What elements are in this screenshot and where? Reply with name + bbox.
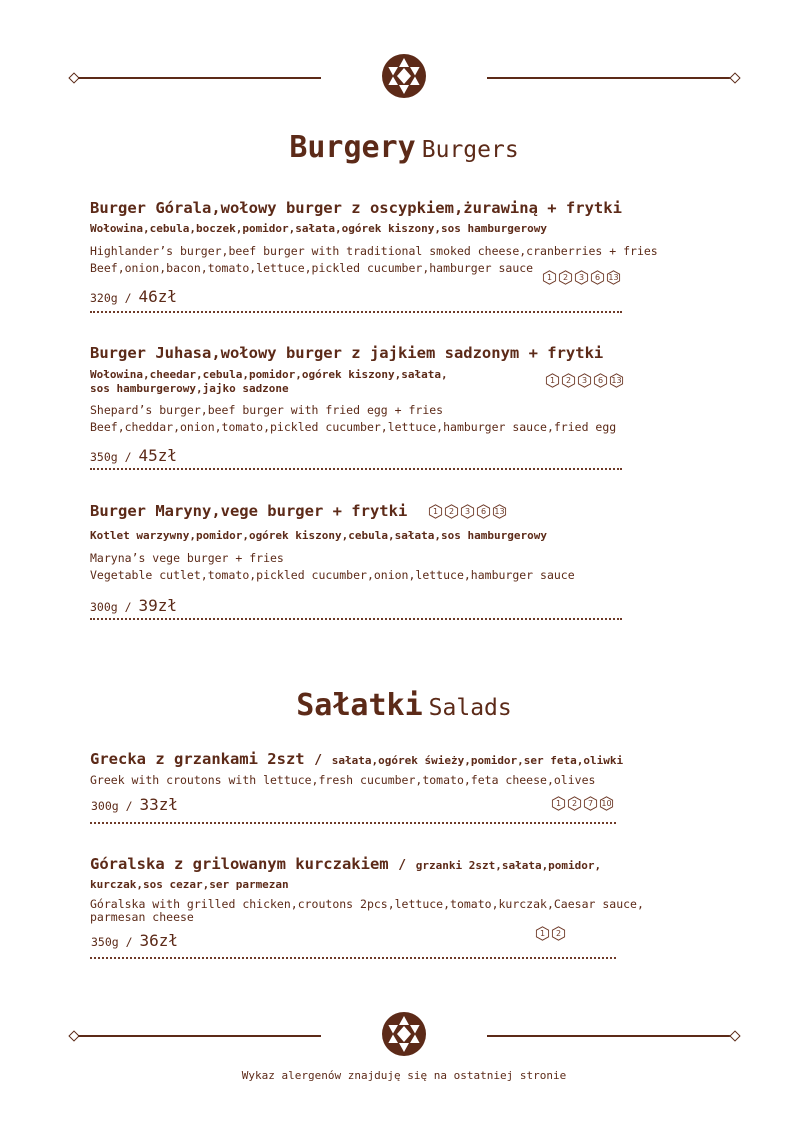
section-title-pl: Burgery xyxy=(289,130,416,165)
section-title-en: Burgers xyxy=(421,137,519,163)
allergen-number: 2 xyxy=(448,507,455,516)
allergen-footnote: Wykaz alergenów znajduję się na ostatniej stronie xyxy=(241,1069,567,1082)
flower-emblem-icon xyxy=(381,1011,427,1057)
item-name: Grecka z grzankami 2szt xyxy=(90,750,305,768)
flower-emblem-icon xyxy=(381,53,427,99)
allergen-number: 3 xyxy=(464,507,471,516)
allergen-hexagon-icon xyxy=(593,373,608,388)
item-description-en: Góralska with grilled chicken,croutons 2pcs,lettuce,tomato,kurczak,Caesar sauce, xyxy=(90,897,644,911)
item-price: 36zł xyxy=(139,931,179,950)
divider-line-left xyxy=(78,1035,321,1037)
item-price-line xyxy=(91,795,178,814)
allergen-number: 13 xyxy=(494,507,505,516)
item-weight: 300g / xyxy=(91,799,133,813)
item-description-en: Shepard’s burger,beef burger with fried egg + fries xyxy=(90,403,444,417)
item-price-line xyxy=(90,596,177,615)
allergen-number: 3 xyxy=(578,273,585,282)
allergen-number: 6 xyxy=(594,273,601,282)
allergen-hexagon-icon xyxy=(444,504,459,519)
item-description-en: Beef,cheddar,onion,tomato,pickled cucumber,lettuce,hamburger sauce,fried egg xyxy=(90,420,617,434)
item-separator: / xyxy=(314,753,323,768)
allergen-number: 3 xyxy=(581,376,588,385)
item-ingredients: Kotlet warzywny,pomidor,ogórek kiszony,cebula,sałata,sos hamburgerowy xyxy=(90,529,547,542)
item-name-line xyxy=(90,749,623,768)
divider-end-diamond xyxy=(729,72,740,83)
item-description-en: Highlander’s burger,beef burger with traditional smoked cheese,cranberries + fries xyxy=(90,244,658,258)
allergen-hexagon-icon xyxy=(551,796,566,811)
allergen-number: 1 xyxy=(549,376,556,385)
dotted-separator xyxy=(90,311,622,313)
dotted-separator xyxy=(90,957,616,959)
allergen-list xyxy=(551,796,614,811)
item-name: Burger Górala,wołowy burger z oscypkiem,żurawiną + frytki xyxy=(90,199,622,217)
allergen-hexagon-icon xyxy=(428,504,443,519)
allergen-hexagon-icon xyxy=(577,373,592,388)
allergen-hexagon-icon xyxy=(460,504,475,519)
item-price-line xyxy=(90,446,177,465)
allergen-list xyxy=(428,504,507,519)
item-weight: 350g / xyxy=(90,450,132,464)
allergen-number: 1 xyxy=(539,929,546,938)
allergen-hexagon-icon xyxy=(574,270,589,285)
allergen-hexagon-icon xyxy=(590,270,605,285)
allergen-number: 2 xyxy=(571,799,578,808)
allergen-number: 2 xyxy=(562,273,569,282)
item-description-en: Vegetable cutlet,tomato,pickled cucumber,onion,lettuce,hamburger sauce xyxy=(90,568,575,582)
item-name: Góralska z grilowanym kurczakiem xyxy=(90,855,389,873)
item-ingredients: Wołowina,cebula,boczek,pomidor,sałata,ogórek kiszony,sos hamburgerowy xyxy=(90,222,547,235)
allergen-hexagon-icon xyxy=(606,270,621,285)
section-title-burgers xyxy=(0,130,808,165)
allergen-number: 10 xyxy=(601,799,612,808)
item-name-line xyxy=(90,854,601,873)
item-name: Burger Maryny,vege burger + frytki xyxy=(90,502,408,520)
allergen-hexagon-icon xyxy=(561,373,576,388)
allergen-list xyxy=(535,926,566,941)
item-description-en: parmesan cheese xyxy=(90,910,194,924)
item-ingredients: Wołowina,cheedar,cebula,pomidor,ogórek kiszony,sałata, xyxy=(90,368,448,381)
item-description-en: Beef,onion,bacon,tomato,lettuce,pickled cucumber,hamburger sauce xyxy=(90,261,534,275)
item-separator: / xyxy=(398,858,407,873)
allergen-hexagon-icon xyxy=(567,796,582,811)
allergen-number: 7 xyxy=(587,799,594,808)
item-price-line xyxy=(91,931,178,950)
allergen-number: 2 xyxy=(565,376,572,385)
item-price-line xyxy=(90,287,177,306)
section-title-salads xyxy=(0,688,808,723)
allergen-list xyxy=(542,270,621,285)
item-price: 39zł xyxy=(138,596,178,615)
allergen-number: 1 xyxy=(546,273,553,282)
allergen-hexagon-icon xyxy=(551,926,566,941)
item-ingredients: grzanki 2szt,sałata,pomidor, xyxy=(415,859,602,872)
allergen-number: 1 xyxy=(432,507,439,516)
allergen-number: 13 xyxy=(611,376,622,385)
item-description-en: Greek with croutons with lettuce,fresh cucumber,tomato,feta cheese,olives xyxy=(90,773,596,787)
item-price: 33zł xyxy=(139,795,179,814)
section-title-en: Salads xyxy=(428,695,512,721)
divider-line-right xyxy=(487,1035,732,1037)
allergen-hexagon-icon xyxy=(609,373,624,388)
item-price: 45zł xyxy=(138,446,178,465)
item-ingredients: sałata,ogórek świeży,pomidor,ser feta,oliwki xyxy=(331,754,624,767)
allergen-number: 13 xyxy=(608,273,619,282)
dotted-separator xyxy=(90,822,616,824)
allergen-number: 6 xyxy=(597,376,604,385)
allergen-number: 2 xyxy=(555,929,562,938)
allergen-hexagon-icon xyxy=(476,504,491,519)
allergen-hexagon-icon xyxy=(545,373,560,388)
allergen-number: 6 xyxy=(480,507,487,516)
item-weight: 320g / xyxy=(90,291,132,305)
allergen-hexagon-icon xyxy=(583,796,598,811)
allergen-number: 1 xyxy=(555,799,562,808)
item-price: 46zł xyxy=(138,287,178,306)
section-title-pl: Sałatki xyxy=(296,688,423,723)
item-description-en: Maryna’s vege burger + fries xyxy=(90,551,284,565)
allergen-hexagon-icon xyxy=(599,796,614,811)
dotted-separator xyxy=(90,618,622,620)
dotted-separator xyxy=(90,468,622,470)
allergen-hexagon-icon xyxy=(535,926,550,941)
item-weight: 350g / xyxy=(91,935,133,949)
item-ingredients: kurczak,sos cezar,ser parmezan xyxy=(90,878,289,891)
allergen-hexagon-icon xyxy=(542,270,557,285)
divider-end-diamond xyxy=(729,1030,740,1041)
divider-line-left xyxy=(78,77,321,79)
allergen-hexagon-icon xyxy=(492,504,507,519)
allergen-list xyxy=(545,373,624,388)
allergen-hexagon-icon xyxy=(558,270,573,285)
item-name: Burger Juhasa,wołowy burger z jajkiem sadzonym + frytki xyxy=(90,344,604,362)
item-ingredients: sos hamburgerowy,jajko sadzone xyxy=(90,382,289,395)
item-weight: 300g / xyxy=(90,600,132,614)
divider-line-right xyxy=(487,77,732,79)
